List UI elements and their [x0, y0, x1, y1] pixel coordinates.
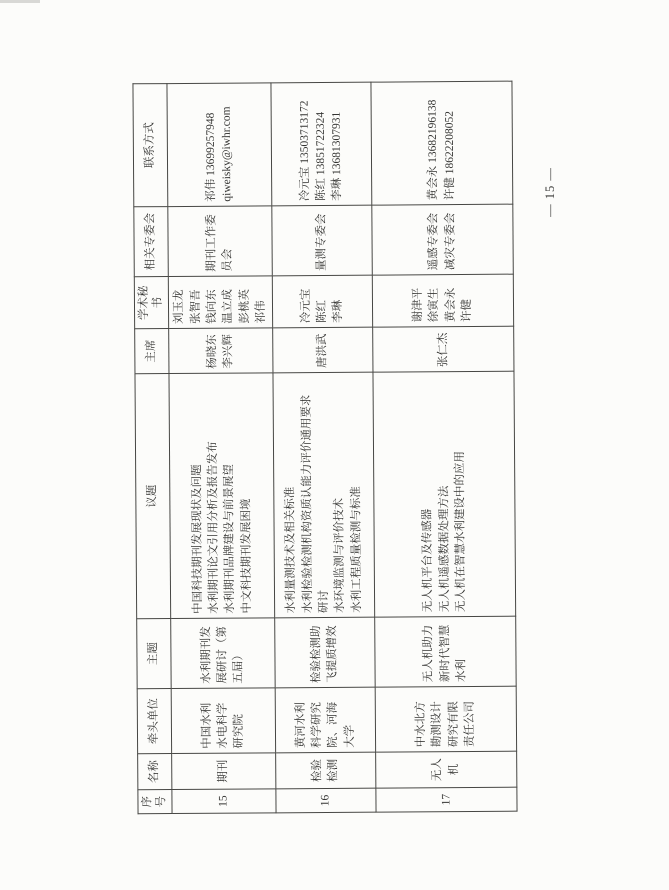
cell-committee: 遥感专委会 减灾专委会	[372, 204, 513, 275]
header-cell-name: 名称	[138, 754, 172, 790]
table-row-16	[271, 82, 376, 813]
header-cell-topics: 议题	[135, 374, 170, 619]
scan-edge-artifact	[0, 0, 40, 3]
table-header-row	[133, 84, 172, 814]
cell-chair: 唐洪武	[272, 327, 372, 373]
session-schedule-table-landscape	[132, 82, 510, 815]
header-cell-committee: 相关专委会	[134, 207, 168, 277]
table-row-17	[371, 81, 517, 812]
header-cell-lead-org: 牵头单位	[137, 689, 171, 754]
cell-committee: 量测专委会	[272, 205, 372, 276]
rotated-table-region	[132, 82, 510, 815]
cell-lead-org: 中国水利 水电科学 研究院	[171, 688, 275, 754]
cell-name: 期刊	[171, 753, 275, 790]
header-cell-academic-secretary: 学术秘 书	[134, 277, 168, 329]
cell-lead-org: 中水北方 勘测设计 研究有限 责任公司	[375, 686, 516, 752]
cell-index: 15	[172, 789, 276, 814]
cell-academic-secretary: 冷元宝 陈红 李琳	[272, 275, 372, 328]
cell-chair: 张仁杰	[372, 326, 513, 372]
cell-name: 检验 检测	[275, 752, 375, 789]
cell-topics: 水利量测技术及相关标准 水利检验检测机构资质认能力评价通用要求 研讨 水环境监测与评价技术 水利工程质量检测与标准	[273, 372, 375, 618]
cell-committee: 期刊工作委 员会	[168, 206, 272, 277]
cell-topics: 无人机平台及传感器 无人机遥感数据处理方法 无人机在智慧水利建设中的应用	[373, 371, 516, 617]
cell-lead-org: 黄河水利 科学研究 院、河海 大学	[275, 687, 375, 753]
cell-theme: 水利期刊发 展研讨（第 五届）	[170, 618, 274, 689]
session-schedule-table	[132, 81, 517, 815]
cell-academic-secretary: 刘玉龙 张智吾 钱向东 温立成 彭桃英 祁伟	[168, 276, 272, 329]
cell-index: 16	[276, 788, 376, 813]
cell-index: 17	[376, 787, 517, 812]
cell-theme: 检验检测助 飞提质增效	[274, 617, 374, 688]
header-cell-theme: 主题	[137, 619, 171, 689]
cell-contact: 祁伟 13699257948 qiweisky@iwhr.com	[167, 83, 272, 207]
cell-theme: 无人机助力 新时代智慧 水利	[374, 616, 515, 687]
cell-contact: 冷元宝 13503713172 陈红 13851722324 李琳 13681307931	[271, 82, 372, 206]
header-cell-chair: 主席	[135, 329, 169, 374]
cell-chair: 杨晓东 李兴辉	[168, 328, 272, 374]
header-cell-contact: 联系方式	[133, 84, 168, 207]
cell-academic-secretary: 谢津平 徐寅生 黄会永 许健	[372, 274, 513, 327]
page-number: — 15 —	[542, 167, 557, 217]
cell-contact: 黄会永 13682196138 许健 18622208052	[371, 81, 513, 205]
cell-name: 无人 机	[375, 751, 516, 788]
header-cell-index: 序 号	[138, 790, 172, 814]
cell-topics: 中国科技期刊发展现状及问题 水利期刊论文引用分析及报告发布 水利期刊品牌建设与前景展望 中文科技期刊发展困境	[169, 373, 275, 619]
table-row-15	[167, 83, 276, 814]
